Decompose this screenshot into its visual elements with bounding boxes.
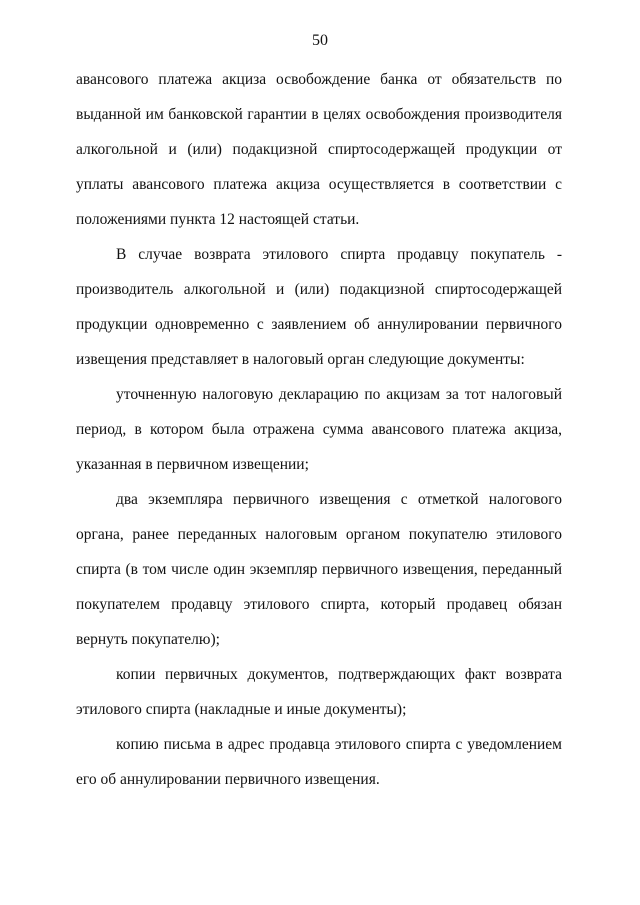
paragraph-tax-declaration: уточненную налоговую декларацию по акцизам за тот налоговый период, в котором была отражена сумма авансового платежа акциза, указанная в первичном извещении; [76, 386, 562, 473]
page-number: 50 [312, 32, 328, 49]
paragraph-continuation: авансового платежа акциза освобождение банка от обязательств по выданной им банковской гарантии в целях освобождения производителя алкогольной и (или) подакцизной спиртосодержащей продукции от уплаты авансового платежа акциза осуществляется в соответствии с положениями пункта 12 настоящей статьи. [76, 71, 562, 228]
paragraph-notice-copies: два экземпляра первичного извещения с отметкой налогового органа, ранее переданных налоговым органом покупателю этилового спирта (в том числе один экземпляр первичного извещения, переданный покупателем продавцу этилового спирта, который продавец обязан вернуть покупателю); [76, 491, 562, 648]
paragraph-return-case: В случае возврата этилового спирта продавцу покупатель - производитель алкогольной и (или) подакцизной спиртосодержащей продукции одновременно с заявлением об аннулировании первичного извещения представляет в налоговый орган следующие документы: [76, 246, 562, 368]
paragraph-primary-documents: копии первичных документов, подтверждающих факт возврата этилового спирта (накладные и иные документы); [76, 666, 562, 718]
document-body [76, 62, 562, 797]
paragraph-letter-copy: копию письма в адрес продавца этилового спирта с уведомлением его об аннулировании первичного извещения. [76, 736, 562, 788]
